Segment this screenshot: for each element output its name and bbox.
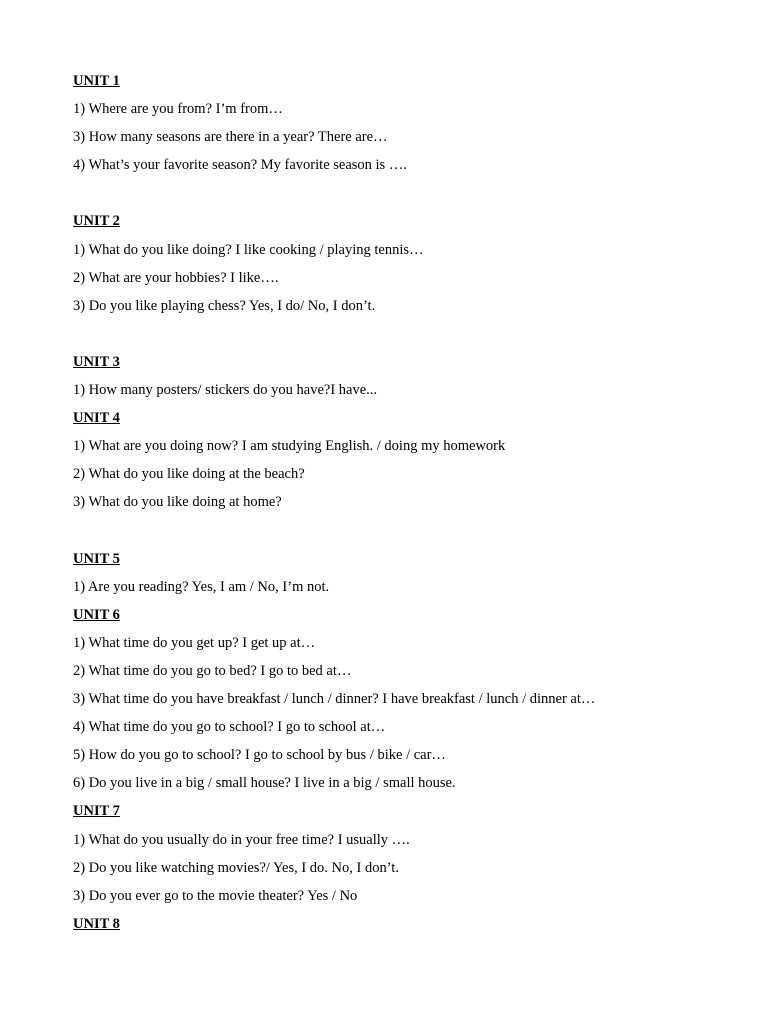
unit-heading: UNIT 6: [73, 606, 120, 623]
question-line: 6) Do you live in a big / small house? I live in a big / small house.: [73, 775, 456, 792]
question-line: 2) What do you like doing at the beach?: [73, 466, 305, 483]
section-spacer: [73, 179, 733, 207]
question-line: 3) Do you ever go to the movie theater? Yes / No: [73, 887, 358, 904]
unit-heading: UNIT 1: [73, 73, 120, 89]
unit-section: [73, 348, 733, 404]
unit-heading: UNIT 3: [73, 353, 120, 370]
question-line: 1) How many posters/ stickers do you have?I have...: [73, 382, 378, 399]
question-line: 1) What do you usually do in your free time? I usually ….: [73, 831, 410, 848]
question-line: 1) What time do you get up? I get up at…: [73, 634, 316, 651]
unit-section: [73, 545, 733, 601]
section-spacer: [73, 517, 733, 545]
unit-section: [73, 207, 733, 347]
question-line: 1) Where are you from? I’m from…: [73, 101, 283, 118]
question-line: 1) What do you like doing? I like cooking / playing tennis…: [73, 241, 424, 258]
question-line: 3) Do you like playing chess? Yes, I do/ No, I don’t.: [73, 297, 376, 314]
question-line: 4) What time do you go to school? I go to school at…: [73, 719, 386, 736]
question-line: 2) Do you like watching movies?/ Yes, I do. No, I don’t.: [73, 859, 399, 876]
question-line: 3) How many seasons are there in a year? There are…: [73, 129, 388, 146]
section-spacer: [73, 320, 733, 348]
unit-heading: UNIT 5: [73, 550, 120, 567]
document-page: [73, 67, 733, 938]
unit-section: [73, 910, 733, 938]
unit-section: [73, 404, 733, 544]
unit-heading: UNIT 2: [73, 213, 120, 230]
question-line: 3) What do you like doing at home?: [73, 494, 282, 511]
question-line: 2) What time do you go to bed? I go to bed at…: [73, 662, 352, 679]
question-line: 1) Are you reading? Yes, I am / No, I’m not.: [73, 578, 330, 595]
question-line: 3) What time do you have breakfast / lunch / dinner? I have breakfast / lunch / dinner at…: [73, 691, 596, 708]
unit-section: [73, 797, 733, 909]
question-line: 5) How do you go to school? I go to school by bus / bike / car…: [73, 747, 446, 764]
unit-heading: UNIT 4: [73, 410, 120, 427]
question-line: 2) What are your hobbies? I like….: [73, 269, 279, 286]
unit-heading: UNIT 7: [73, 803, 120, 820]
question-line: 1) What are you doing now? I am studying English. / doing my homework: [73, 438, 506, 455]
unit-section: [73, 67, 733, 207]
unit-section: [73, 601, 733, 798]
question-line: 4) What’s your favorite season? My favorite season is ….: [73, 157, 407, 174]
unit-heading: UNIT 8: [73, 915, 120, 932]
